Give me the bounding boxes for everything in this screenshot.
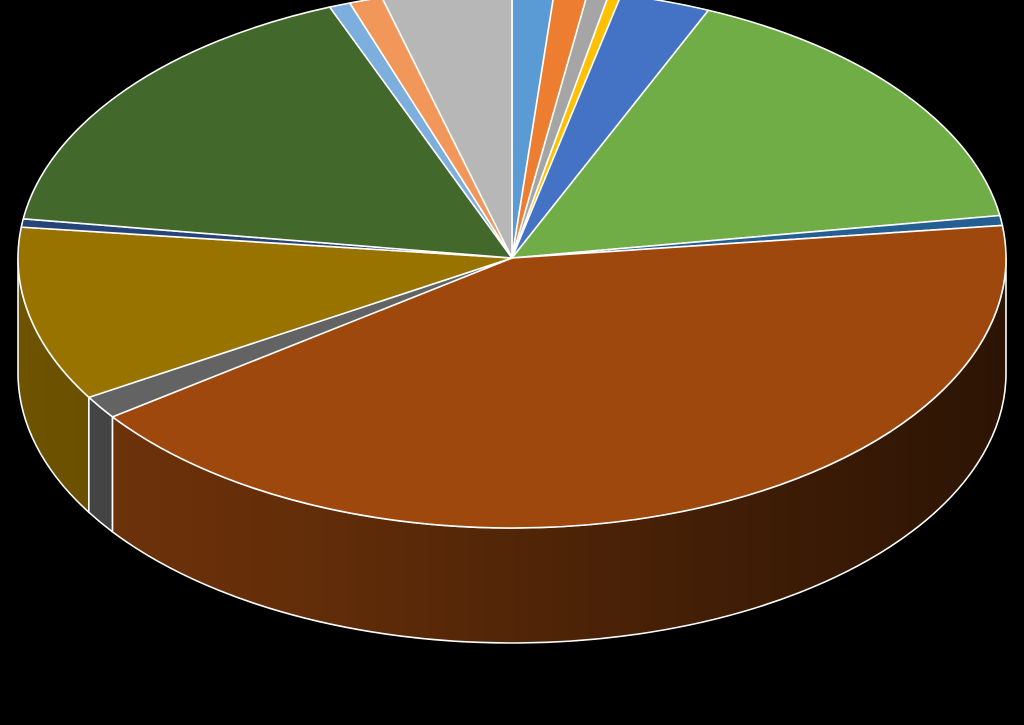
pie-slice-side-9 bbox=[89, 397, 113, 532]
pie-top-layer bbox=[18, 0, 1006, 528]
